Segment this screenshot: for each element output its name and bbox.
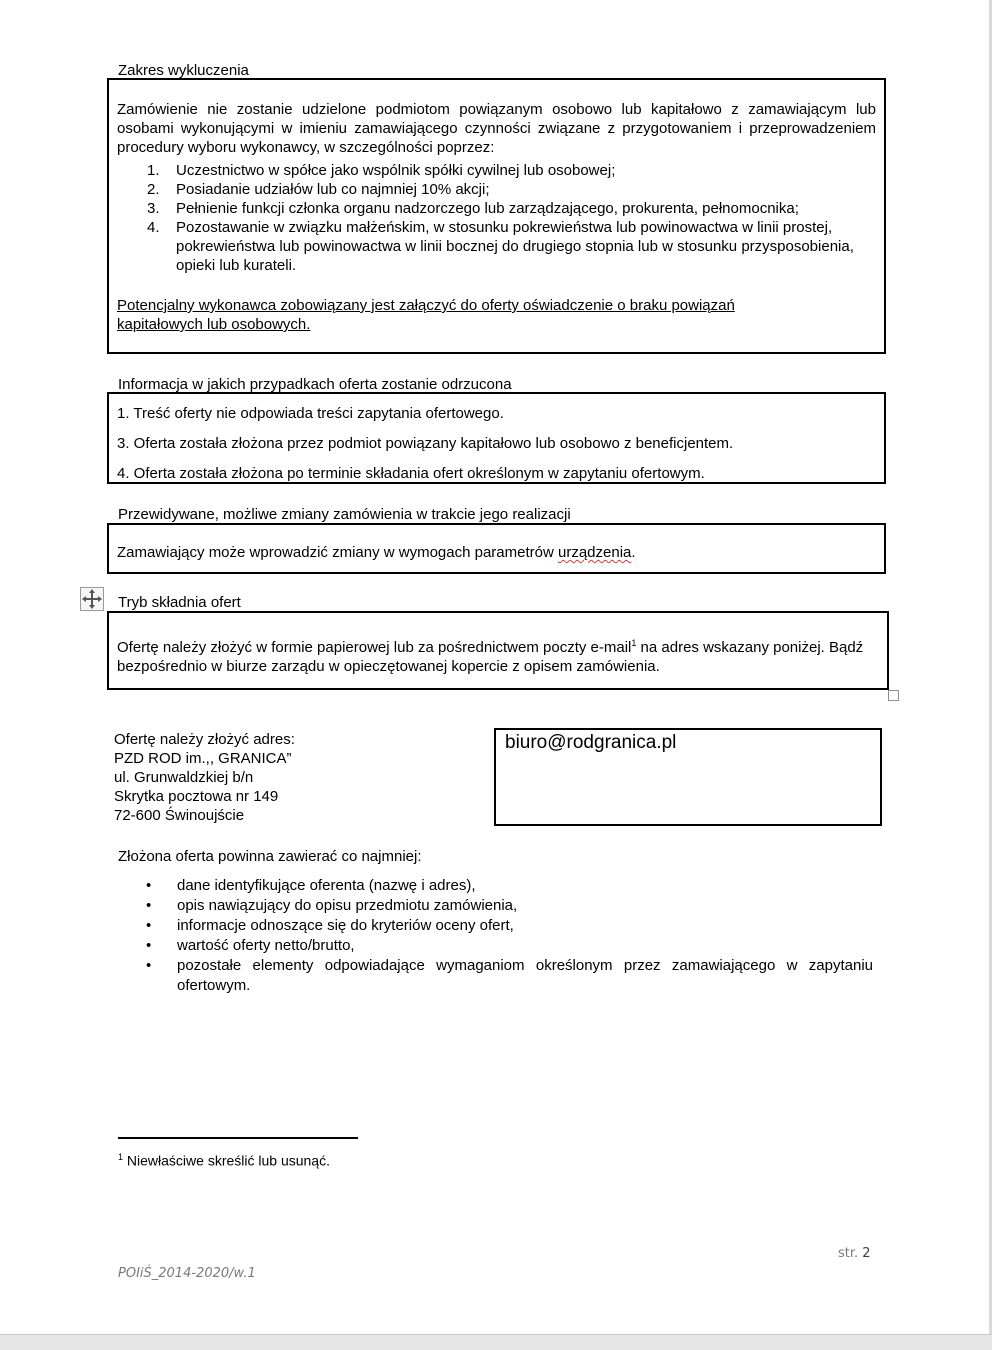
requirements-item: • pozostałe elementy odpowiadające wymaganiom określonym przez zamawiającego w zapytaniu ofertowym.	[146, 957, 873, 994]
submission-text: Ofertę należy złożyć w formie papierowej lub za pośrednictwem poczty e-mail$^1$ na adres wskazany poniżej. Bądź bezpośrednio w biurze zarządu w opieczętowanej kopercie z opisem zamówienia.	[117, 638, 864, 675]
submission-box	[107, 611, 889, 690]
page-bottom-edge	[0, 1334, 992, 1350]
requirements-title: Złożona oferta powinna zawierać co najmniej:	[118, 848, 422, 865]
footnote-separator	[118, 1137, 358, 1139]
address-block	[114, 730, 295, 825]
move-arrows-icon[interactable]	[80, 587, 104, 611]
document-code: POIiŚ_2014-2020/w.1	[118, 1266, 256, 1281]
resize-handle-icon[interactable]	[888, 690, 899, 701]
section-title-rejection: Informacja w jakich przypadkach oferta zostanie odrzucona	[118, 376, 512, 393]
rejection-item: 1. Treść oferty nie odpowiada treści zapytania ofertowego.	[117, 405, 504, 422]
section-title-submission: Tryb składnia ofert	[118, 594, 241, 611]
rejection-item: 4. Oferta została złożona po terminie składania ofert określonym w zapytaniu ofertowym.	[117, 465, 705, 482]
changes-text: Zamawiający może wprowadzić zmiany w wymogach parametrów urządzenia.	[117, 544, 636, 561]
address-line: Ofertę należy złożyć adres:	[114, 731, 295, 748]
requirements-item: • opis nawiązujący do opisu przedmiotu zamówienia,	[146, 897, 518, 914]
address-line: ul. Grunwaldzkiej b/n	[114, 769, 254, 786]
section-title-exclusion: Zakres wykluczenia	[118, 62, 249, 79]
exclusion-box	[107, 78, 886, 354]
requirements-list	[118, 876, 873, 996]
exclusion-item: 4. Pozostawanie w związku małżeńskim, w stosunku pokrewieństwa lub powinowactwa w linii prostej, pokrewieństwa lub powinowactwa w linii bocznej do drugiego stopnia lub w stosunku przysposobienia, opieki lub kurateli.	[147, 219, 854, 274]
footnote-text: Niewłaściwe skreślić lub usunąć.	[123, 1152, 330, 1169]
exclusion-note: Potencjalny wykonawca zobowiązany jest załączyć do oferty oświadczenie o braku powiązań kapitałowych lub osobowych.	[117, 297, 735, 333]
rejection-item: 3. Oferta została złożona przez podmiot powiązany kapitałowo lub osobowo z beneficjentem.	[117, 435, 734, 452]
spellcheck-flagged-word[interactable]: urządzenia	[557, 544, 632, 561]
address-line: 72-600 Świnoujście	[114, 807, 245, 824]
section-title-changes: Przewidywane, możliwe zmiany zamówienia w trakcie jego realizacji	[118, 506, 571, 523]
exclusion-item: 1. Uczestnictwo w spółce jako wspólnik spółki cywilnej lub osobowej;	[147, 162, 616, 179]
footnote-number: 1	[118, 1152, 124, 1162]
address-line: Skrytka pocztowa nr 149	[114, 788, 279, 805]
email-address[interactable]: biuro@rodgranica.pl	[505, 732, 677, 753]
footnote-reference[interactable]: 1	[631, 638, 637, 648]
requirements-item: • informacje odnoszące się do kryteriów oceny ofert,	[146, 917, 514, 934]
requirements-item: • dane identyfikujące oferenta (nazwę i adres),	[146, 877, 476, 894]
exclusion-list	[117, 161, 876, 275]
exclusion-item: 3. Pełnienie funkcji członka organu nadzorczego lub zarządzającego, prokurenta, pełnomocnika;	[147, 200, 799, 217]
requirements-item: • wartość oferty netto/brutto,	[146, 937, 355, 954]
address-line: PZD ROD im.,, GRANICA”	[114, 750, 292, 767]
page-number: str. 2	[838, 1246, 871, 1261]
changes-box	[107, 523, 886, 574]
exclusion-intro: Zamówienie nie zostanie udzielone podmiotom powiązanym osobowo lub kapitałowo z zamawiającym lub osobami wykonującymi w imieniu zamawiającego czynności związane z przygotowaniem i przeprowadzeniem procedury wyboru wykonawcy, w szczególności poprzez:	[117, 101, 876, 156]
footnote	[118, 1148, 330, 1170]
rejection-box	[107, 392, 886, 484]
exclusion-item: 2. Posiadanie udziałów lub co najmniej 10% akcji;	[147, 181, 490, 198]
email-box	[494, 728, 882, 826]
